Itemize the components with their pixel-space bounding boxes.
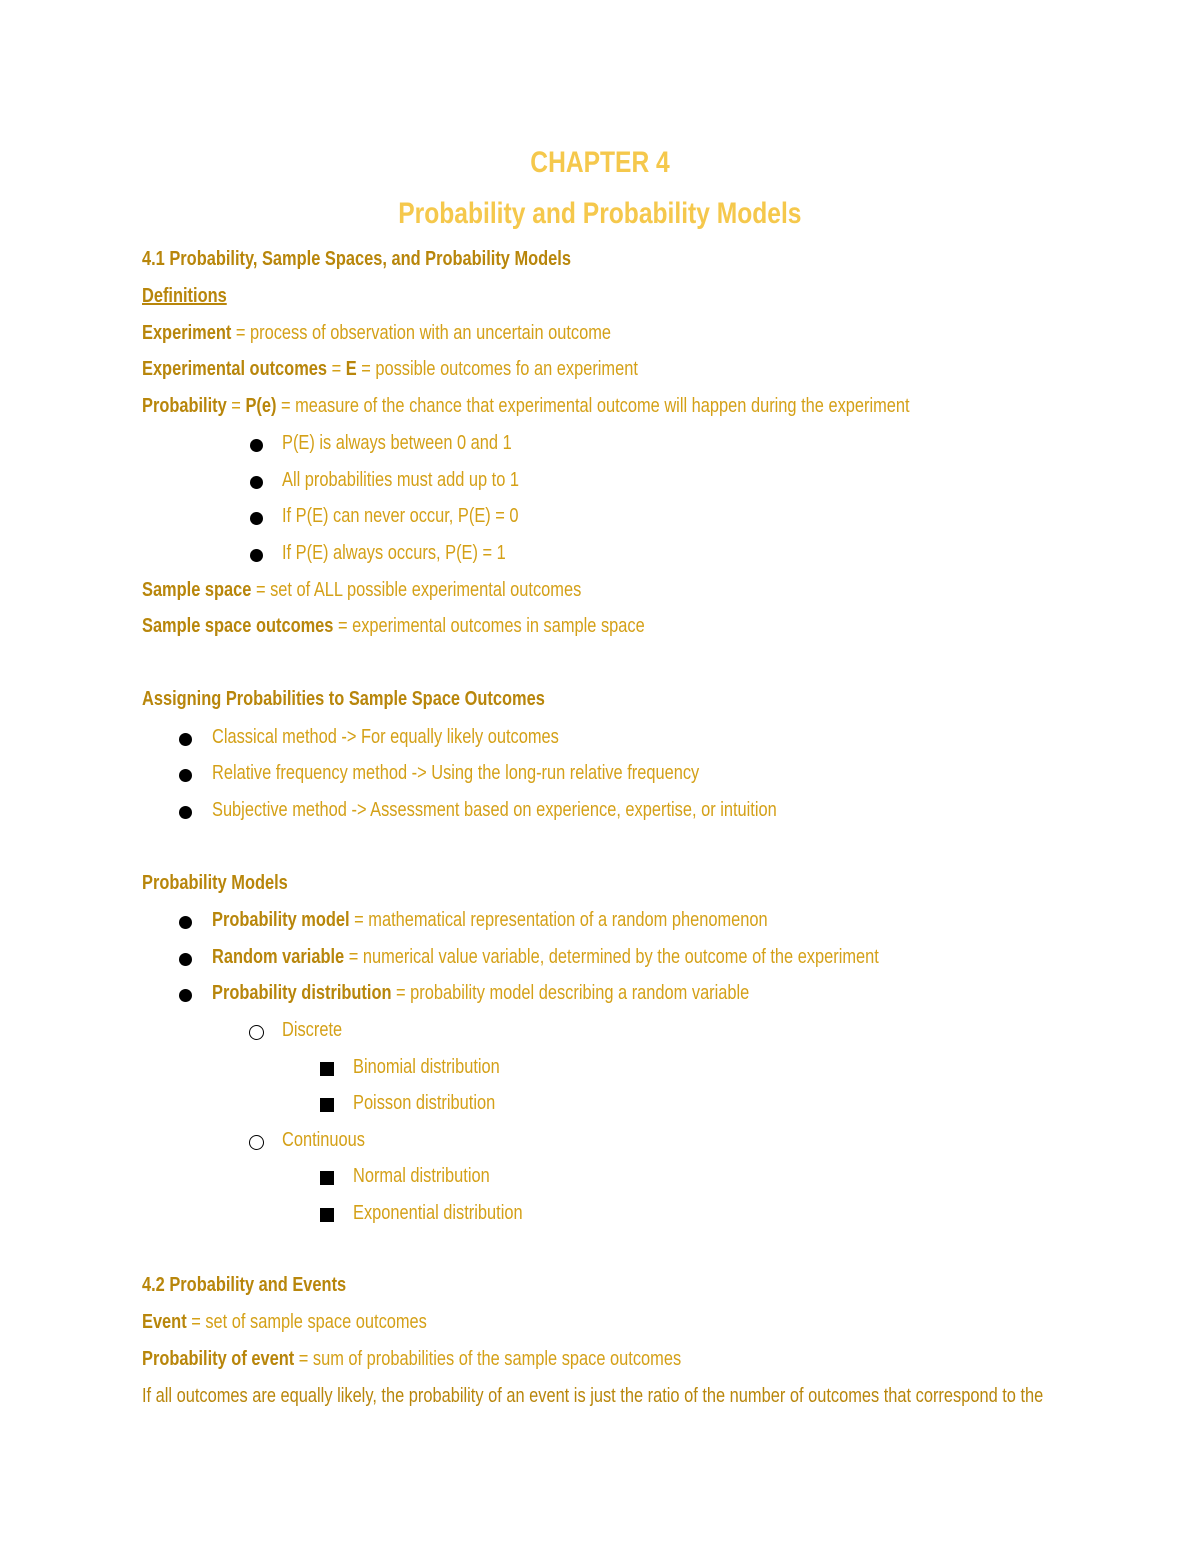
bullet-dot-icon [179,989,192,1002]
definitions-heading [142,283,245,309]
list-item-text: P(E) is always between 0 and 1 [282,432,512,454]
bullet-dot-icon [179,806,192,819]
bullet-square-icon [320,1098,334,1112]
term-sample-space-outcomes: Sample space outcomes [142,615,334,637]
term-event: Event [142,1311,187,1333]
paragraph-text: If all outcomes are equally likely, the probability of an event is just the ratio of the number of outcomes that correspond to the [142,1385,1044,1407]
list-item [212,907,890,933]
list-item-text: If P(E) always occurs, P(E) = 1 [282,542,506,564]
list-item-text: Normal distribution [353,1165,490,1187]
bullet-ring-icon [249,1135,264,1150]
bullet-dot-icon [250,512,263,525]
definition-event [142,1309,489,1335]
def-event: = set of sample space outcomes [186,1311,427,1333]
section-4-2-heading-text: 4.2 Probability and Events [142,1274,347,1296]
list-item-text: Binomial distribution [353,1056,500,1078]
equals-sign: = [226,395,246,417]
list-item [282,1127,383,1153]
def-probability-model: = mathematical representation of a random phenomenon [349,909,768,931]
bullet-dot-icon [250,439,263,452]
bullet-dot-icon [179,769,192,782]
list-item [282,430,562,456]
chapter-number [0,143,1200,183]
definition-experimental-outcomes [142,356,747,382]
section-4-1-heading [142,246,665,272]
symbol-pe: P(e) [245,395,277,417]
list-item [353,1200,560,1226]
section-4-1-heading-text: 4.1 Probability, Sample Spaces, and Probability Models [142,248,571,270]
definition-probability-of-event [142,1346,800,1372]
definition-experiment [142,320,714,346]
list-item [212,797,901,823]
list-item [282,467,571,493]
definition-sample-space-outcomes [142,613,755,639]
bullet-square-icon [320,1171,334,1185]
list-item [212,760,806,786]
term-random-variable: Random variable [212,946,345,968]
models-heading [142,870,320,896]
list-item-text: Classical method -> For equally likely outcomes [212,726,559,748]
def-probability-of-event: = sum of probabilities of the sample space outcomes [294,1348,682,1370]
definition-probability [142,393,1078,419]
list-item-text: Continuous [282,1129,365,1151]
list-item [212,980,867,1006]
list-item [282,1017,355,1043]
term-sample-space: Sample space [142,579,252,601]
list-item-text: Discrete [282,1019,343,1041]
def-experiment: = process of observation with an uncertain outcome [231,322,612,344]
list-item-text: Subjective method -> Assessment based on experience, expertise, or intuition [212,799,777,821]
bullet-ring-icon [249,1025,264,1040]
list-item-text: Exponential distribution [353,1202,523,1224]
models-heading-text: Probability Models [142,872,288,894]
term-experiment: Experiment [142,322,232,344]
list-item [353,1054,532,1080]
chapter-title [0,194,1200,234]
bullet-dot-icon [179,953,192,966]
list-item [282,540,555,566]
bullet-dot-icon [179,733,192,746]
list-item-text: All probabilities must add up to 1 [282,469,520,491]
list-item [282,503,570,529]
list-item-text: If P(E) can never occur, P(E) = 0 [282,505,519,527]
bullet-dot-icon [179,916,192,929]
assigning-heading [142,686,633,712]
list-item [353,1090,526,1116]
symbol-e: E [345,358,357,380]
chapter-title-text: Probability and Probability Models [398,197,802,230]
term-probability-of-event: Probability of event [142,1348,295,1370]
def-sample-space: = set of ALL possible experimental outcomes [251,579,582,601]
bullet-square-icon [320,1062,334,1076]
term-probability-model: Probability model [212,909,350,931]
list-item-text: Poisson distribution [353,1092,496,1114]
paragraph-equally-likely [142,1383,1200,1409]
term-probability-distribution: Probability distribution [212,982,392,1004]
list-item [212,944,1025,970]
term-probability: Probability [142,395,227,417]
assigning-heading-text: Assigning Probabilities to Sample Space Outcomes [142,688,545,710]
definition-sample-space [142,577,678,603]
def-probability-distribution: = probability model describing a random variable [391,982,750,1004]
def-experimental-outcomes: = possible outcomes fo an experiment [356,358,638,380]
list-item-text: Relative frequency method -> Using the long-run relative frequency [212,762,700,784]
bullet-dot-icon [250,476,263,489]
term-experimental-outcomes: Experimental outcomes [142,358,328,380]
definitions-text: Definitions [142,285,227,307]
def-probability: = measure of the chance that experimental outcome will happen during the experiment [276,395,910,417]
equals-sign: = [327,358,346,380]
list-item [353,1163,520,1189]
bullet-dot-icon [250,549,263,562]
chapter-text: CHAPTER 4 [530,146,670,179]
def-random-variable: = numerical value variable, determined by the outcome of the experiment [344,946,879,968]
section-4-2-heading [142,1272,391,1298]
def-sample-space-outcomes: = experimental outcomes in sample space [333,615,645,637]
list-item [212,724,635,750]
bullet-square-icon [320,1208,334,1222]
